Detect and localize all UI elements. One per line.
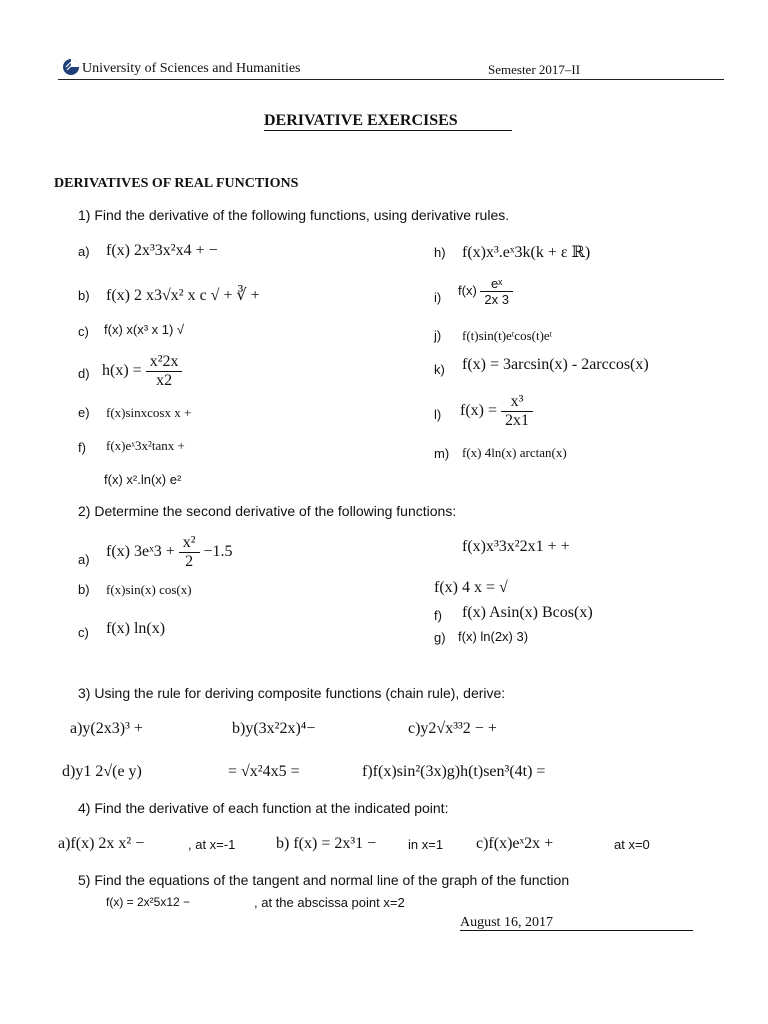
- question-4-text: 4) Find the derivative of each function at the indicated point:: [78, 800, 449, 816]
- q1-g-expression: f(x) x².ln(x) e²: [104, 472, 182, 487]
- q5-expression: f(x) = 2x²5x12 −: [106, 895, 191, 909]
- q4-b-point: in x=1: [408, 837, 444, 852]
- q2-b-label: b): [78, 582, 90, 597]
- university-logo-icon: [62, 58, 80, 76]
- q2-a-lhs: f(x) 3eˣ3 +: [106, 543, 175, 561]
- q1-e-label: e): [78, 405, 90, 420]
- q2-c-label: c): [78, 625, 89, 640]
- q1-m-label: m): [434, 446, 450, 461]
- q1-i-denominator: 2x 3: [480, 291, 513, 307]
- q1-a-expression: f(x) 2x³3x²x4 + −: [106, 242, 218, 259]
- q1-h-expression: f(x)x³.eˣ3k(k + ε ℝ): [462, 244, 591, 261]
- university-name: University of Sciences and Humanities: [82, 61, 301, 76]
- q1-l-fraction: [501, 393, 533, 430]
- q2-f-label: f): [434, 608, 442, 623]
- page-title: DERIVATIVE EXERCISES: [264, 112, 458, 129]
- q1-c-label: c): [78, 324, 89, 339]
- q1-l-denominator: 2x1: [501, 411, 533, 430]
- q2-d-expression: f(x)x³3x²2x1 + +: [462, 538, 570, 555]
- q1-b-label: b): [78, 288, 90, 303]
- section-title: DERIVATIVES OF REAL FUNCTIONS: [54, 176, 299, 191]
- q2-b-expression: f(x)sin(x) cos(x): [106, 582, 192, 597]
- q1-m-expression: f(x) 4ln(x) arctan(x): [462, 445, 567, 460]
- q1-i-lhs: f(x): [458, 282, 477, 298]
- q1-k-expression: f(x) = 3arcsin(x) - 2arccos(x): [462, 356, 649, 373]
- q3-a-expression: a)y(2x3)³ +: [70, 720, 143, 737]
- q1-i-expression: [458, 276, 513, 307]
- q4-a-point: , at x=-1: [188, 837, 236, 852]
- semester-label: Semester 2017–II: [488, 62, 581, 77]
- q2-c-expression: f(x) ln(x): [106, 620, 166, 637]
- q1-l-lhs: f(x) =: [460, 402, 498, 420]
- q1-b-expression: f(x) 2 x3√x² x c √ + ∛ +: [106, 287, 260, 304]
- q2-a-numerator: x²: [182, 534, 196, 551]
- q3-f-expression: f)f(x)sin²(3x)g)h(t)sen³(4t) =: [362, 763, 546, 780]
- q1-l-expression: [460, 393, 533, 430]
- q1-k-label: k): [434, 362, 445, 377]
- q2-f-expression: f(x) Asin(x) Bcos(x): [462, 604, 593, 621]
- q4-c-expression: c)f(x)eˣ2x +: [476, 835, 554, 852]
- q1-d-fraction: [146, 353, 183, 390]
- title-underline: [264, 130, 512, 131]
- q1-j-label: j): [434, 328, 442, 343]
- q2-a-label: a): [78, 552, 90, 567]
- footer-date-underline: [460, 930, 693, 931]
- question-3-text: 3) Using the rule for deriving composite functions (chain rule), derive:: [78, 685, 506, 701]
- q3-b-expression: b)y(3x²2x)⁴−: [232, 720, 316, 737]
- q1-h-label: h): [434, 245, 446, 260]
- q5-point: , at the abscissa point x=2: [254, 895, 405, 910]
- q2-a-fraction: [179, 534, 200, 571]
- q4-b-expression: b) f(x) = 2x³1 −: [276, 835, 377, 852]
- q2-g-label: g): [434, 630, 446, 645]
- q4-c-point: at x=0: [614, 837, 650, 852]
- footer-date: August 16, 2017: [460, 915, 553, 930]
- q2-a-denominator: 2: [179, 552, 200, 571]
- question-1-text: 1) Find the derivative of the following functions, using derivative rules.: [78, 207, 510, 223]
- q2-a-rhs: −1.5: [203, 543, 233, 561]
- q1-a-label: a): [78, 244, 90, 259]
- q3-c-expression: c)y2√x³³2 − +: [408, 720, 497, 737]
- q1-c-expression: f(x) x(x³ x 1) √: [104, 322, 185, 337]
- q1-d-label: d): [78, 366, 90, 381]
- question-2-text: 2) Determine the second derivative of the following functions:: [78, 503, 457, 519]
- q3-d-expression: d)y1 2√(e y): [62, 763, 142, 780]
- q2-e-expression: f(x) 4 x = √: [434, 579, 508, 596]
- header-divider: [58, 79, 724, 80]
- q2-a-expression: [106, 534, 233, 571]
- q1-i-fraction: [480, 276, 513, 307]
- q1-d-lhs: h(x) =: [102, 362, 142, 380]
- question-5-text: 5) Find the equations of the tangent and normal line of the graph of the function: [78, 872, 570, 888]
- q1-d-expression: [102, 353, 182, 390]
- q1-d-denominator: x2: [146, 371, 183, 390]
- q1-j-expression: f(t)sin(t)eᵗcos(t)eᵗ: [462, 328, 553, 343]
- q1-d-numerator: x²2x: [149, 353, 179, 370]
- q1-l-numerator: x³: [510, 393, 524, 410]
- q3-e-expression: = √x²4x5 =: [228, 763, 300, 780]
- q4-a-expression: a)f(x) 2x x² −: [58, 835, 145, 852]
- q1-f-label: f): [78, 440, 86, 455]
- q1-f-expression: f(x)eˣ3x²tanx +: [106, 438, 185, 453]
- q1-i-numerator: eˣ: [490, 276, 503, 291]
- q1-i-label: i): [434, 290, 442, 305]
- q1-l-label: l): [434, 407, 442, 422]
- q1-e-expression: f(x)sinxcosx x +: [106, 405, 192, 420]
- q2-g-expression: f(x) ln(2x) 3): [458, 629, 529, 644]
